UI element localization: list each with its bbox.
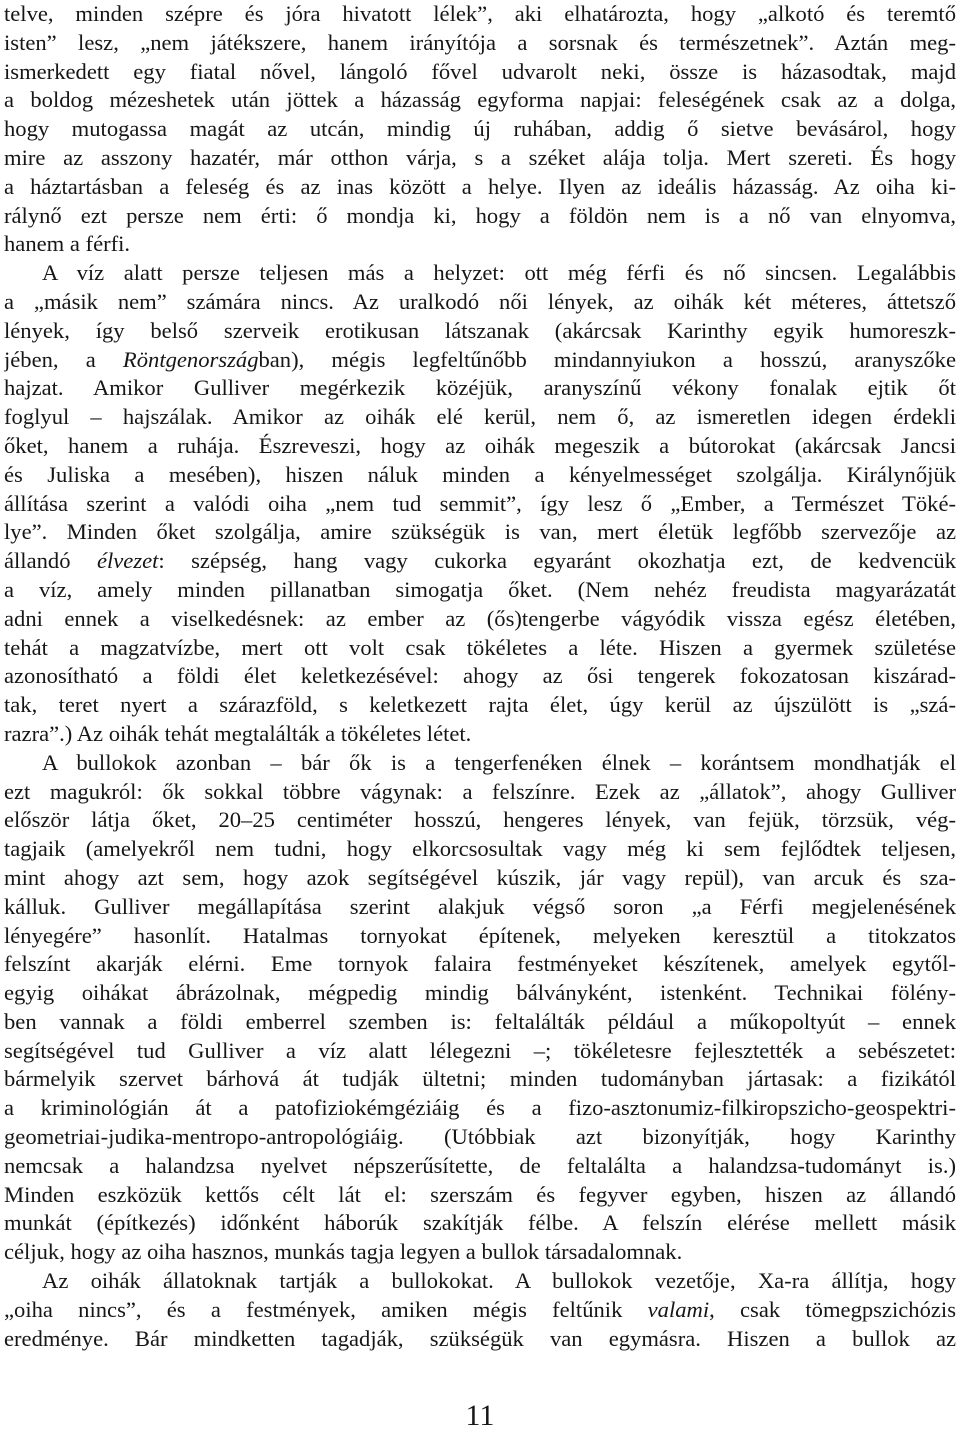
italic-text: élvezet [96,548,159,574]
text-run: lények, így belső szerveik erotikusan látszanak (akárcsak Karinthy egyik humoreszk- [4,317,956,343]
text-line [4,950,956,979]
text-run: telve, minden szépre és jóra hivatott lélek”, aki elhatározta, hogy „alkotó és teremtő [4,1,956,26]
text-run: „oiha nincs”, és a festmények, amiken mégis feltűnik [4,1296,648,1322]
text-run: A víz alatt persze teljesen más a helyzet: ott még férfi és nő sincsen. Legalábbis [42,260,956,286]
paragraph [4,259,956,749]
text-line [4,317,956,346]
text-run: mire az asszony hazatér, már otthon várja, s a széket alája tolja. Mert szereti. És hogy [4,144,956,170]
text-run: a boldog mézeshetek után jöttek a házasság egyforma napjai: feleségének csak az a dolga, [4,87,956,113]
text-run: mint ahogy azt sem, hogy azok segítségével kúszik, jár vagy repül), van arcuk és sza- [4,864,956,890]
text-line [4,662,956,691]
text-line [4,605,956,634]
text-run: nemcsak a halandzsa nyelvet népszerűsítette, de feltalálta a halandzsa-tudományt is.) [4,1152,956,1178]
text-run: foglyul – hajszálak. Amikor az oihák elé kerül, nem ő, az ismeretlen idegen érdekli [4,404,956,430]
paragraph [4,1267,956,1353]
text-run: geometriai-judika-mentropo-antropológiáig. (Utóbbiak azt bizonyítják, hogy Karinthy [4,1124,956,1150]
page-number: 11 [465,1399,495,1432]
text-run: őket, hanem a ruhája. Észreveszi, hogy az oihák megeszik a bútorokat (akárcsak Jancsi [4,432,956,458]
text-line [4,1296,956,1325]
text-run: isten” lesz, „nem játékszere, hanem irányítója a sorsnak és természetnek”. Aztán meg- [4,29,956,55]
text-run: azonosítható a földi élet keletkezésével: ahogy az ősi tengerek fokozatosan kiszárad- [4,663,956,689]
text-run: ezt magukról: ők sokkal többre vágynak: a felszínre. Ezek az „állatok”, ahogy Gulliver [4,778,956,804]
text-run: felszínt akarják elérni. Eme tornyok falaira festményeket készítenek, amelyek egytől- [4,951,956,977]
text-run: ismerkedett egy fiatal nővel, lángoló fővel udvarolt neki, össze is házasodtak, majd [4,58,956,84]
text-line [4,1123,956,1152]
text-run: állítása szerint a valódi oiha „nem tud semmit”, így lesz ő „Ember, a Természet Töké- [4,490,956,516]
text-run: a háztartásban a feleség és az inas között a helye. Ilyen az ideális házasság. Az oiha ki- [4,173,956,199]
text-line [4,1238,956,1267]
text-run: tak, teret nyert a szárazföld, s keletkezett rajta élet, úgy kerül az újszülött is „szá- [4,692,956,718]
text-line [4,1267,956,1296]
text-run: a kriminológián át a patofiziokémgéziáig és a fizo-asztonumiz-filkiropszicho-geospektri- [4,1095,956,1121]
text-run: kálluk. Gulliver megállapítása szerint alakjuk végső soron „a Férfi megjelenésének [4,893,956,919]
text-line [4,1008,956,1037]
text-line [4,230,956,259]
text-run: tagjaik (amelyekről nem tudni, hogy elkorcsosultak vagy még ki sem fejlődtek teljesen, [4,836,956,862]
text-run: jében, a [4,346,123,372]
text-run: segítségével tud Gulliver a víz alatt lélegezni –; tökéletesre fejlesztették a sebészetet: [4,1037,956,1063]
text-line [4,432,956,461]
text-line [4,778,956,807]
text-line [4,202,956,231]
text-line [4,806,956,835]
text-line [4,1181,956,1210]
text-run: hajzat. Amikor Gulliver megérkezik közéjük, aranyszínű vékony fonalak ejtik őt [4,375,956,401]
text-line [4,29,956,58]
text-line [4,1209,956,1238]
text-line [4,720,956,749]
text-line [4,749,956,778]
text-line [4,144,956,173]
text-run: rálynő ezt persze nem érti: ő mondja ki, hogy a földön nem is a nő van elnyomva, [4,202,956,228]
text-line [4,547,956,576]
text-run: lye”. Minden őket szolgálja, amire szükségük is van, mert életük legfőbb szervezője az [4,519,956,545]
text-line [4,576,956,605]
italic-text: valami [647,1296,710,1322]
text-line [4,490,956,519]
text-run: razra”.) Az oihák tehát megtalálták a tökéletes létet. [4,720,472,746]
text-run: céljuk, hogy az oiha hasznos, munkás tagja legyen a bullok társadalomnak. [4,1239,683,1265]
text-line [4,259,956,288]
text-run: először látja őket, 20–25 centiméter hosszú, hengeres lények, van fejük, törzsük, vég- [4,807,956,833]
text-line [4,979,956,1008]
text-line [4,1065,956,1094]
text-line [4,1152,956,1181]
text-line [4,518,956,547]
text-line [4,86,956,115]
text-line [4,893,956,922]
text-line [4,288,956,317]
text-line [4,173,956,202]
text-line [4,0,956,29]
text-run: a víz, amely minden pillanatban simogatja őket. (Nem nehéz freudista magyarázatát [4,576,956,602]
paragraph [4,749,956,1267]
text-run: adni ennek a viselkedésnek: az ember az (ős)tengerbe vágyódik vissza egész életében, [4,605,956,631]
text-run: állandó [4,548,97,574]
text-line [4,403,956,432]
text-run: hogy mutogassa magát az utcán, mindig új ruhában, addig ő sietve bevásárol, hogy [4,116,956,142]
paragraph [4,0,956,259]
text-line [4,346,956,375]
text-run: A bullokok azonban – bár ők is a tengerfenéken élnek – korántsem mondhatják el [42,749,956,775]
text-run: Az oihák állatoknak tartják a bullokokat. A bullokok vezetője, Xa-ra állítja, hogy [42,1268,956,1294]
text-run: hanem a férfi. [4,231,131,257]
text-line [4,864,956,893]
text-run: ban), mégis legfeltűnőbb mindannyiukon a hosszú, aranyszőke [258,346,956,372]
text-run: Minden eszközük kettős célt lát el: szerszám és fegyver egyben, hiszen az állandó [4,1181,956,1207]
text-line [4,835,956,864]
text-line [4,1037,956,1066]
text-line [4,115,956,144]
italic-text: Röntgenország [122,346,259,372]
text-run: tehát a magzatvízbe, mert ott volt csak tökéletes a léte. Hiszen a gyermek születése [4,634,956,660]
text-line [4,691,956,720]
text-line [4,634,956,663]
text-line [4,374,956,403]
text-run: munkát (építkezés) időnként háborúk szakítják félbe. A felszín elérése mellett másik [4,1210,956,1236]
text-line [4,1094,956,1123]
body-text [4,0,956,1353]
text-run: ben vannak a földi emberrel szemben is: feltalálták például a műkopoltyút – ennek [4,1008,956,1034]
text-run: , csak tömegpszichózis [709,1296,956,1322]
text-run: : szépség, hang vagy cukorka egyaránt okozhatja ezt, de kedvencük [158,548,956,574]
text-run: bármelyik szervet bárhová át tudják ültetni; minden tudományban jártasak: a fizikától [4,1066,956,1092]
text-run: eredménye. Bár mindketten tagadják, szükségük van egymásra. Hiszen a bullok az [4,1325,956,1351]
text-run: egyig oihákat ábrázolnak, mégpedig mindig bálványként, istenként. Technikai fölény- [4,980,956,1006]
text-line [4,58,956,87]
text-run: a „másik nem” számára nincs. Az uralkodó női lények, az oihák két méteres, áttetsző [4,288,956,314]
text-run: lényegére” hasonlít. Hatalmas tornyokat építenek, melyeken keresztül a titokzatos [4,922,956,948]
text-line [4,461,956,490]
text-line [4,1325,956,1354]
text-run: és Juliska a mesében), hiszen náluk minden a kényelmességet szolgálja. Királynőjük [4,461,956,487]
text-line [4,922,956,951]
